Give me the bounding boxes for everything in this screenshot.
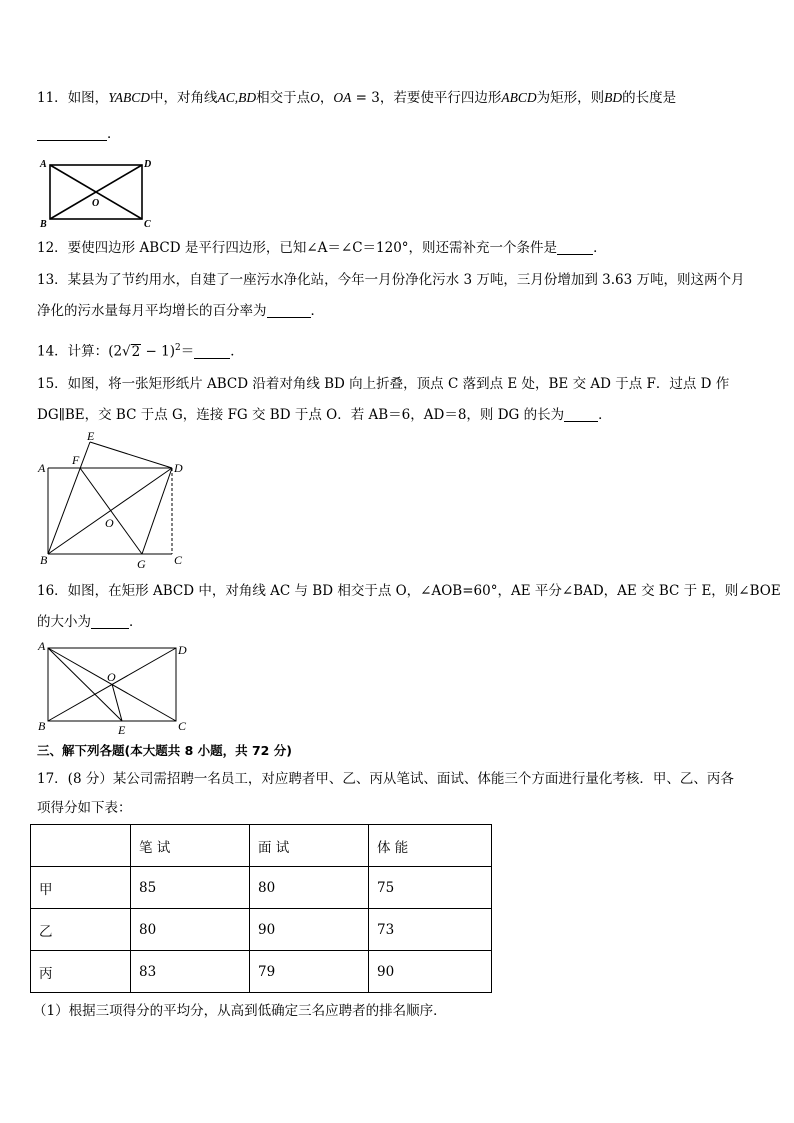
segment-ed xyxy=(90,442,172,468)
table-header-cell: 面 试 xyxy=(250,825,369,867)
period: ． xyxy=(310,303,324,319)
math-oa: OA xyxy=(333,90,352,105)
period: ． xyxy=(598,407,612,423)
label-o: O xyxy=(92,198,100,209)
q13-text: 净化的污水量每月平均增长的百分率为 xyxy=(37,303,267,319)
math-value: = 3 xyxy=(351,90,380,106)
label-c: C xyxy=(144,219,151,230)
section-heading xyxy=(37,741,292,761)
q15-figure xyxy=(34,428,194,568)
q11-text: 相交于点 xyxy=(256,90,311,106)
table-cell: 85 xyxy=(131,867,250,909)
label-c: C xyxy=(178,719,187,733)
q12-line xyxy=(37,238,607,258)
label-d: D xyxy=(174,461,183,475)
label-a: A xyxy=(38,461,46,475)
label-g: G xyxy=(137,557,146,568)
label-c: C xyxy=(174,553,183,567)
q11-line2 xyxy=(37,124,121,144)
table-cell: 丙 xyxy=(31,951,131,993)
table-row xyxy=(31,867,492,909)
radicand: 2 xyxy=(131,343,141,360)
q11-text: 为矩形，则 xyxy=(536,90,605,106)
q15-text: DG∥BE，交 BC 于点 G，连接 FG 交 BD 于点 O．若 AB＝6，AD＝8，则 DG 的长为 xyxy=(37,407,565,423)
q16-text: 16．如图，在矩形 ABCD 中，对角线 AC 与 BD 相交于点 O，∠AOB=60°，AE 平分∠BAD，AE 交 BC 于 E，则∠BOE xyxy=(37,583,781,599)
q16-line2 xyxy=(37,612,143,632)
q11-text: 如图， xyxy=(67,90,109,106)
math-abcd: ABCD xyxy=(501,90,537,105)
q11-line1 xyxy=(37,88,676,108)
label-f: F xyxy=(72,453,80,467)
table-cell: 80 xyxy=(131,909,250,951)
answer-blank xyxy=(194,344,230,359)
segment-dg xyxy=(142,468,172,554)
label-d: D xyxy=(144,159,152,170)
label-e: E xyxy=(87,429,95,443)
math-expr: (2 xyxy=(108,343,123,360)
label-e: E xyxy=(118,723,126,734)
table-row xyxy=(31,951,492,993)
math-bd: BD xyxy=(604,90,623,105)
label-a: A xyxy=(38,639,46,653)
q16-text: 的大小为 xyxy=(37,614,91,630)
table-header-cell: 笔 试 xyxy=(131,825,250,867)
period: ． xyxy=(129,614,143,630)
q17-line1 xyxy=(37,769,734,789)
answer-blank xyxy=(557,240,593,255)
answer-blank xyxy=(564,407,598,422)
parallelogram-symbol: Y xyxy=(108,90,115,105)
segment-fg xyxy=(80,468,142,554)
table-cell: 90 xyxy=(250,909,369,951)
math-acbd: AC,BD xyxy=(217,90,257,105)
table-header-cell: 体 能 xyxy=(369,825,492,867)
q11-text: 中，对角线 xyxy=(150,90,218,106)
label-a: A xyxy=(40,159,47,170)
table-header-row xyxy=(31,825,492,867)
label-o: O xyxy=(107,670,116,684)
period: ． xyxy=(593,240,607,256)
sqrt-sign: √ xyxy=(122,343,131,360)
table-cell: 79 xyxy=(250,951,369,993)
segment-ae xyxy=(48,648,122,721)
q16-figure xyxy=(34,638,194,734)
q11-text: ，若要使平行四边形 xyxy=(379,90,502,106)
q17-text: 17．(8 分）某公司需招聘一名员工，对应聘者甲、乙、丙从笔试、面试、体能三个方面进行量化考核．甲、乙、丙各 xyxy=(37,771,734,787)
table-header-cell xyxy=(31,825,131,867)
diagonal-bd xyxy=(48,468,172,554)
label-o: O xyxy=(105,516,114,530)
label-d: D xyxy=(178,643,187,657)
score-table xyxy=(30,824,492,993)
label-b: B xyxy=(40,219,47,230)
answer-blank xyxy=(91,614,129,629)
q15-line2 xyxy=(37,405,612,425)
table-cell: 73 xyxy=(369,909,492,951)
q11-text: ， xyxy=(319,90,334,106)
period: ． xyxy=(107,126,121,142)
table-cell: 80 xyxy=(250,867,369,909)
q14-line xyxy=(37,338,244,362)
answer-blank xyxy=(267,303,311,318)
question-number: 11． xyxy=(37,90,68,106)
table-cell: 75 xyxy=(369,867,492,909)
label-b: B xyxy=(38,719,46,733)
table-cell: 甲 xyxy=(31,867,131,909)
q16-line1 xyxy=(37,581,781,601)
q15-line1 xyxy=(37,374,729,394)
q12-text: 12．要使四边形 ABCD 是平行四边形，已知∠A＝∠C＝120°，则还需补充一个条件是 xyxy=(37,240,558,256)
period: ． xyxy=(230,343,244,360)
segment-be xyxy=(48,442,90,554)
math-o: O xyxy=(310,90,320,105)
q17-subquestion: （1）根据三项得分的平均分，从高到低确定三名应聘者的排名顺序． xyxy=(33,1003,447,1019)
q13-text: 13．某县为了节约用水，自建了一座污水净化站，今年一月份净化污水 3 万吨，三月份增加到 3.63 万吨，则这两个月 xyxy=(37,272,745,288)
section-title: 三、解下列各题(本大题共 8 小题，共 72 分) xyxy=(37,743,292,758)
q14-text: 14．计算： xyxy=(37,343,109,360)
table-cell: 乙 xyxy=(31,909,131,951)
math-expr: − 1) xyxy=(141,343,175,360)
label-b: B xyxy=(40,553,48,567)
q11-figure xyxy=(36,155,161,231)
q15-text: 15．如图，将一张矩形纸片 ABCD 沿着对角线 BD 向上折叠，顶点 C 落到点 E 处，BE 交 AD 于点 F．过点 D 作 xyxy=(37,376,730,392)
q11-text: 的长度是 xyxy=(622,90,677,106)
table-cell: 83 xyxy=(131,951,250,993)
q17-line2 xyxy=(37,798,132,818)
table-row xyxy=(31,909,492,951)
answer-blank xyxy=(37,126,107,141)
q17-sub1 xyxy=(33,1001,447,1021)
q13-line1 xyxy=(37,270,745,290)
q13-line2 xyxy=(37,301,324,321)
table-cell: 90 xyxy=(369,951,492,993)
q17-text: 项得分如下表： xyxy=(37,800,132,816)
exponent: 2 xyxy=(175,343,181,353)
equals-sign: ＝ xyxy=(180,343,195,360)
math-abcd: ABCD xyxy=(114,90,151,105)
